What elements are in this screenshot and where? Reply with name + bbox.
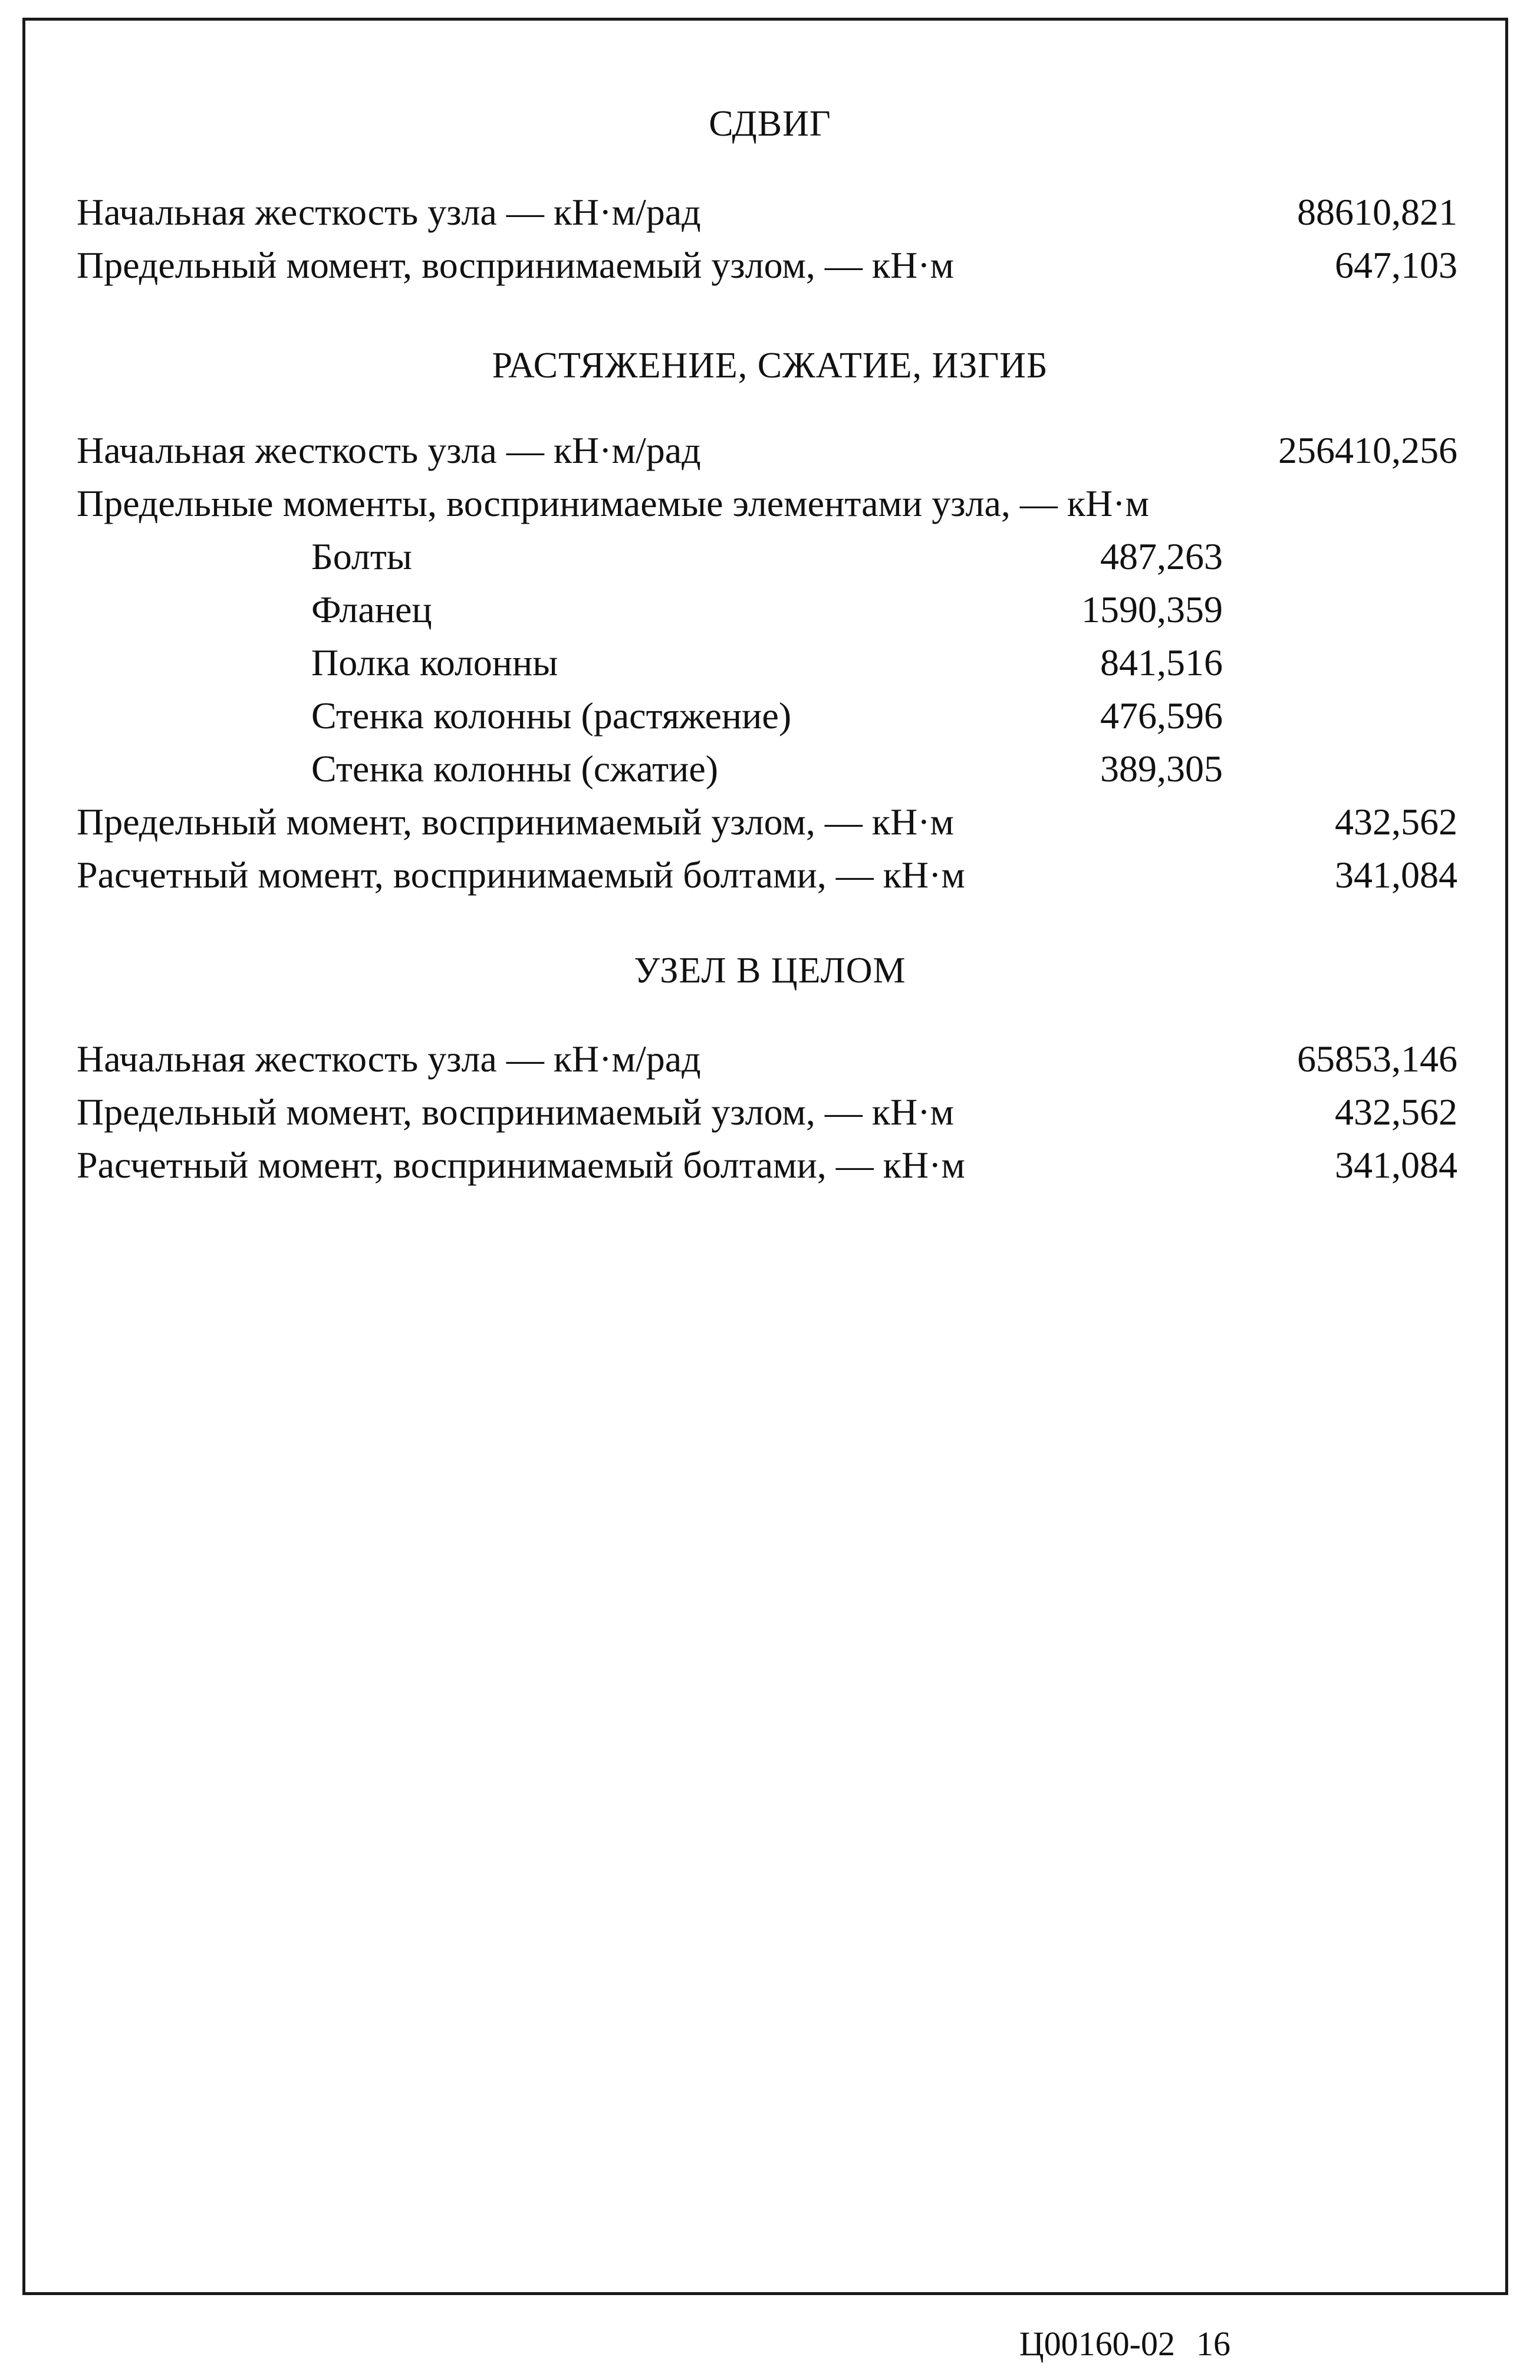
- element-column-flange-label: Полка колонны: [311, 642, 558, 683]
- overall-limit-moment-label: Предельный момент, воспринимаемый узлом, — кН·м: [77, 1091, 954, 1133]
- element-column-web-compression-value: 389,305: [1100, 748, 1223, 790]
- shear-initial-stiffness-value: 88610,821: [1297, 191, 1457, 233]
- overall-limit-moment-value: 432,562: [1335, 1091, 1457, 1133]
- tcb-limit-moment-label: Предельный момент, воспринимаемый узлом, — кН·м: [77, 801, 954, 843]
- section-heading-joint-overall: УЗЕЛ В ЦЕЛОМ: [634, 951, 906, 991]
- tcb-design-moment-bolts-value: 341,084: [1335, 854, 1457, 896]
- element-flange-value: 1590,359: [1081, 589, 1223, 630]
- tcb-design-moment-bolts-label: Расчетный момент, воспринимаемый болтами, — кН·м: [77, 854, 965, 896]
- document-code: Ц00160-02: [1019, 2325, 1175, 2363]
- tcb-limit-moment-value: 432,562: [1335, 801, 1457, 843]
- element-column-web-tension-value: 476,596: [1100, 695, 1223, 737]
- shear-limit-moment-value: 647,103: [1335, 244, 1457, 286]
- element-bolts-value: 487,263: [1100, 535, 1223, 577]
- overall-initial-stiffness-value: 65853,146: [1297, 1038, 1457, 1080]
- element-flange-label: Фланец: [311, 589, 432, 630]
- page-footer: [1019, 2323, 1230, 2365]
- shear-limit-moment-label: Предельный момент, воспринимаемый узлом, — кН·м: [77, 244, 954, 286]
- element-column-flange-value: 841,516: [1100, 642, 1223, 683]
- page-number: 16: [1196, 2325, 1230, 2363]
- section-heading-shear: СДВИГ: [709, 104, 831, 144]
- element-column-web-tension-label: Стенка колонны (растяжение): [311, 695, 792, 737]
- tcb-initial-stiffness-value: 256410,256: [1278, 429, 1457, 471]
- element-bolts-label: Болты: [311, 535, 412, 577]
- overall-design-moment-bolts-label: Расчетный момент, воспринимаемый болтами, — кН·м: [77, 1144, 965, 1186]
- overall-initial-stiffness-label: Начальная жесткость узла — кН·м/рад: [77, 1038, 701, 1080]
- overall-design-moment-bolts-value: 341,084: [1335, 1144, 1457, 1186]
- section-heading-tension-compression-bending: РАСТЯЖЕНИЕ, СЖАТИЕ, ИЗГИБ: [492, 346, 1048, 386]
- element-column-web-compression-label: Стенка колонны (сжатие): [311, 748, 719, 790]
- tcb-element-moments-label: Предельные моменты, воспринимаемые элементами узла, — кН·м: [77, 482, 1149, 524]
- shear-initial-stiffness-label: Начальная жесткость узла — кН·м/рад: [77, 191, 701, 233]
- tcb-initial-stiffness-label: Начальная жесткость узла — кН·м/рад: [77, 429, 701, 471]
